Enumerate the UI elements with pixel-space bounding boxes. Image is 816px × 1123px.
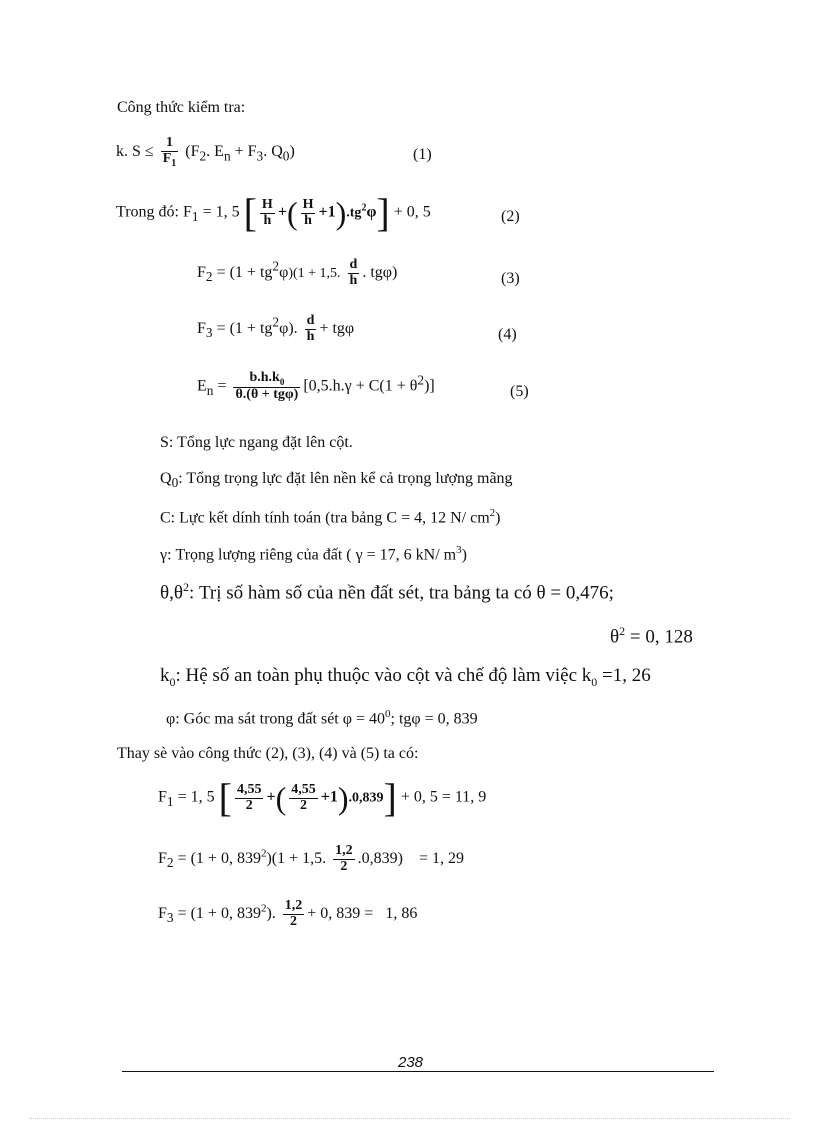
def-theta: $\theta,\theta^2$: Trị số hàm số của nền đất sét, tra bảng ta có θ = 0,476;	[160, 580, 614, 604]
page-number: 238	[398, 1054, 424, 1071]
equation-f1: Trong đó: $F_1 = 1$, 5 [ $\frac{H}{h}$ +( $\frac{H}{h}$ $+1).tg^2\varphi] + 0$, 5	[116, 190, 431, 235]
def-phi: φ: Góc ma sát trong đất sét $\varphi = 40^0$; tgφ = 0, 839	[166, 708, 478, 728]
calc-f1: $F_1 = 1$, 5 [ $\frac{4,55}{2}$ +( $\frac{4,55}{2}$ +1).0,839] + 0, 5 = 11, 9	[158, 775, 487, 820]
def-k0: $k_0$: Hệ số an toàn phụ thuộc vào cột và chế độ làm việc $k_0 =1$, 26	[160, 665, 651, 689]
calc-f3: $F_3 = (1 + 0$, $839^2$). $\frac{1,2}{2}$ + 0, 839 = 1, 86	[158, 898, 418, 929]
substitution-text: Thay sè vào công thức (2), (3), (4) và (5) ta có:	[117, 745, 419, 762]
def-s: S: Tổng lực ngang đặt lên cột.	[160, 434, 353, 451]
equation-number-1: (1)	[413, 146, 432, 163]
equation-number-4: (4)	[498, 326, 517, 343]
equation-en: $E_n$ = $\frac{b.h.k_0}{\text{θ.(θ + tgφ)}}$ $[0,5.h.\gamma + C(1 + \theta^2)]$	[197, 370, 435, 403]
equation-number-5: (5)	[510, 383, 529, 400]
page-edge-dotted	[30, 1118, 790, 1119]
def-theta2: $\theta^2 = 0$, 128	[610, 624, 693, 648]
def-gamma: γ: Trọng lượng riêng của đất ( γ = 17, 6 kN/ $m^3$)	[160, 544, 467, 564]
equation-number-3: (3)	[501, 270, 520, 287]
section-heading: Công thức kiểm tra:	[117, 99, 246, 116]
def-q0: $Q_0$: Tổng trọng lực đặt lên nền kể cả trọng lượng mãng	[160, 470, 513, 491]
equation-f2: $F_2 = (1 + tg^2\varphi)(1 + 1,5$. $\frac{d}{h}$ . tgφ)	[197, 257, 398, 288]
main-inequality: k. S ≤ $\frac{1}{F_1}$ ($F_2$. $E_n + F_3$. $Q_0$)	[116, 135, 295, 169]
calc-f2: $F_2 = (1 + 0$, $839^2)(1 + 1,5$. $\frac{1,2}{2}$ .0,839) = 1, 29	[158, 843, 464, 874]
equation-number-2: (2)	[501, 208, 520, 225]
def-c: C: Lực kết dính tính toán (tra bảng C = 4, 12 N/ $cm^2$)	[160, 507, 501, 527]
equation-f3: $F_3 = (1 + tg^2\varphi)$. $\frac{d}{h}$ + tgφ	[197, 313, 355, 344]
footer-rule	[122, 1071, 714, 1072]
